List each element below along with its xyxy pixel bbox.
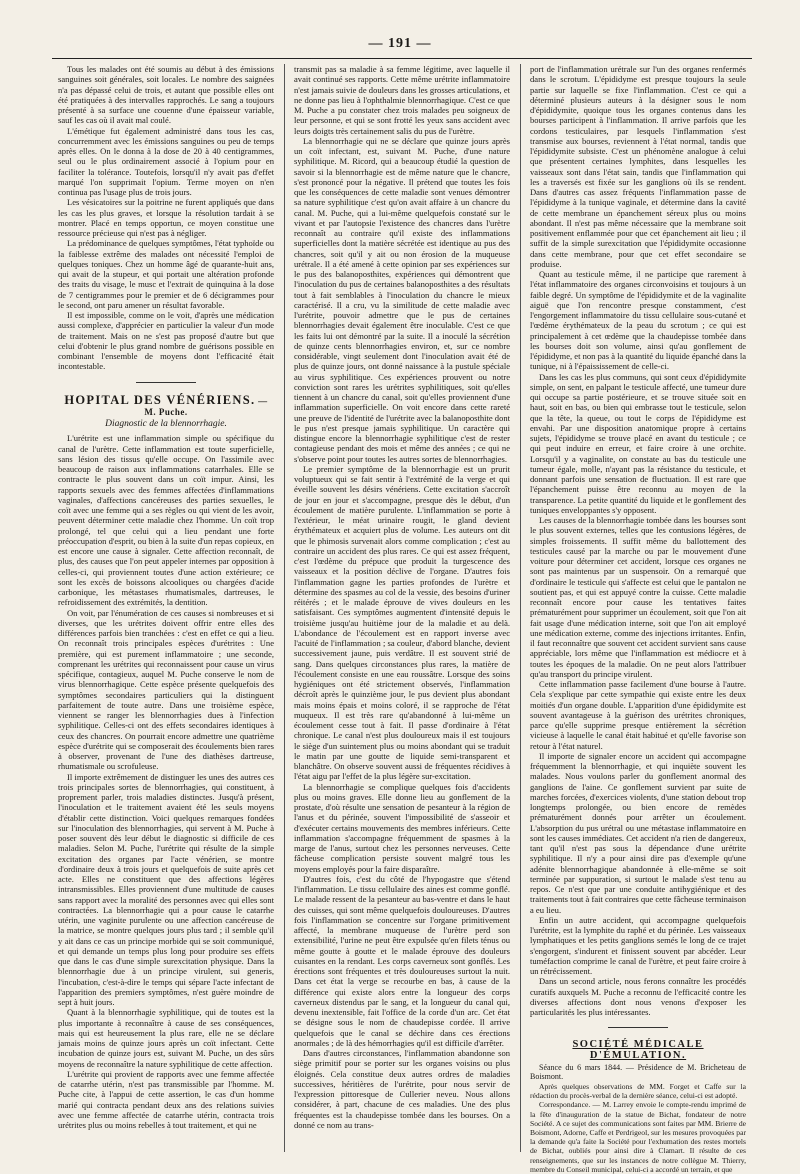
page-number: — 191 — (368, 36, 432, 51)
paragraph: Il importe de signaler encore un accident qui accompagne fréquemment la blennorrhagie, et qui inquiète souvent les malades. Nous voulons parler du gonflement anormal des ganglions de l'aine. Ce gonflement survient par suite de marches forcées, d'exercices violents, d'une station debout trop longtemps prolongée, ou bien encore de remèdes prématurément donnés pour arrêter un écoulement. L'absorption du pus urétral ou une métastase inflammatoire en sont les causes immédiates. Cet accident n'a rien de dangereux, tant qu'il n'est pas sous la dépendance d'une urétrite syphilitique. Il n'y a pour ainsi dire pas d'exemple qu'une adénite blennorrhagique abandonnée à elle-même se soit terminée par suppuration, si surtout le malade s'est tenu au repos. Ce n'est que par une conduite antihygiénique et des traitements tout à fait contraires que cette fâcheuse terminaison a eu lieu. (530, 750, 746, 915)
paragraph: L'urétrite qui provient de rapports avec une femme affectée de catarrhe utérin, n'est pas transmissible par l'homme. M. Puche cite, à l'appui de cette assertion, le cas d'un homme marié qui contracta pendant deux ans des relations suivies avec une femme affectée de catarrhe utérin, contracta trois urétrites plus ou moins rebelles à tout traitement, et qui ne (58, 1068, 274, 1130)
header-rule (52, 58, 752, 59)
paragraph: L'émétique fut également administré dans tous les cas, concurremment avec les émissions sanguines ou peu de temps après elles. On le donna à la dose de 20 à 40 centigrammes, seul ou le plus ordinairement associé à l'opium pour en faciliter la tolérance. Toutefois, lorsqu'il n'y avait pas d'effet marqué l'on supprimait l'opium. Terme moyen on n'en continua pas l'usage plus de trois jours. (58, 125, 274, 197)
paragraph: Après quelques observations de MM. Forget et Caffe sur la rédaction du procès-verbal de la dernière séance, celui-ci est adopté. (530, 1081, 746, 1101)
paragraph: port de l'inflammation urétrale sur l'un des organes renfermés dans le scrotum. L'épididyme est presque toujours la seule partie sur laquelle se fixe l'inflammation. C'est ce qui a déterminé plusieurs auteurs à la désigner sous le nom d'épididymite, quoique tous les organes contenus dans les bourses participent à l'inflammation. Il arrive parfois que les cordons testiculaires, par lesquels l'inflammation s'est transmise aux bourses, reviennent à l'état normal, tandis que l'épididymite subsiste. C'est un phénomène analogue à celui que présentent certaines lymphites, dans lesquelles les vaisseaux sont dans l'état sain, tandis que l'inflammation qui les a traversés est fixée sur les ganglions où ils se rendent. Dans d'autres cas assez fréquents l'inflammation passe de l'épididyme à la tunique vaginale, et détermine dans la cavité de cette membrane un épanchement séreux plus ou moins abondant. Il n'est pas même nécessaire que la membrane soit positivement enflammée pour que cet épanchement ait lieu ; il suffit de la simple surexcitation que l'épididymite occasionne dans cette membrane, pour que cet effet secondaire se produise. (530, 64, 746, 269)
section-title-text: HOPITAL DES VÉNÉRIENS. (64, 392, 256, 407)
paragraph: L'urétrite est une inflammation simple ou spécifique du canal de l'urètre. Cette inflammation est toute superficielle, sans lésion des tissus qu'elle occupe. On l'assimile avec beaucoup de raison aux inflammations catarrhales. Elle se contracte le plus souvent dans un coït impur. Ainsi, les rapports sexuels avec des femmes affectées d'inflammations vaginales, d'affections cancéreuses des parties sexuelles, le coït avec une femme qui a ses règles ou qui vient de les avoir, peuvent déterminer cette maladie chez l'homme. Un coït trop prolongé, tel que celui qui a lieu pendant une forte préoccupation d'esprit, ou bien à la suite d'un repas copieux, en est encore une cause à signaler. Cette affection reconnaît, de plus, des causes que l'on peut appeler internes par opposition à celles-ci, qui proviennent toutes d'une action extérieure; ce sont les excès de boissons alcooliques ou chargées d'acide carbonique, les métastases rhumatismales, dartreuses, le refroidissement des extrémités, la dentition. (58, 433, 274, 608)
paragraph: Le premier symptôme de la blennorrhagie est un prurit voluptueux qui se fait sentir à l'extrémité de la verge et qui éveille souvent les désirs vénériens. Cette excitation s'accroît de jour en jour et s'accompagne, presque dès le début, d'un écoulement de matière purulente. L'inflammation se porte à l'extérieur, le méat urinaire rougit, le gland devient érythémateux et acquiert plus de volume. Les auteurs ont dit que le phimosis survenait alors comme complication ; c'est au contraire un accident des plus rares. Ce qui est assez fréquent, c'est l'œdème du prépuce que produit la turgescence des vaisseaux et la position déclive de l'organe. D'autres fois l'inflammation gagne les parties profondes de l'urètre et détermine des spasmes au col de la vessie, des besoins d'uriner réitérés ; et le malade éprouve de vives douleurs en les satisfaisant. Ces symptômes augmentent d'intensité depuis le troisième jusqu'au huitième jour de la maladie et au delà. L'abondance de l'écoulement est en rapport inverse avec l'acuité de l'inflammation ; sa couleur, d'abord blanche, devient successivement jaune, puis verdâtre. Il est souvent strié de sang. Dans quelques circonstances plus rares, la matière de l'écoulement consiste en une eau roussâtre. Lorsque des soins hygiéniques ont été strictement observés, l'inflammation décroît après le quinzième jour, le pus devient plus abondant mais moins épais et moins coloré, il se rapproche de l'état muqueux. Il est très rare qu'abandonné à lui-même un écoulement cesse tout à fait. Il passe d'ordinaire à l'état chronique. Le canal n'est plus douloureux mais il est toujours le siège d'un suintement plus ou moins abondant qui se traduit le matin par une goutte de liquide semi-transparent et blanchâtre. On observe souvent aussi de fréquentes récidives à l'état aigu par l'effet de la plus légère sur-excitation. (294, 463, 510, 782)
paragraph: Correspondance. — M. Larrey envoie le compte-rendu imprimé de la fête d'inauguration de la statue de Bichat, fondateur de notre Société. A ce sujet des communications sont faites par MM. Brierre de Boismont, Adorne, Caffe et Perdrigeol, sur les mesures provoquées par la demande qu'a faite la Société pour l'exhumation des restes mortels de Bichat, oubliés pour ainsi dire à Clamart. Il résulte de ces renseignements, que sur les instances de notre collègue M. Thierry, membre du Conseil municipal, celui-ci a accordé un terrain, et que (530, 1100, 746, 1174)
paragraph: On voit, par l'énumération de ces causes si nombreuses et si diverses, que les urétrites doivent offrir entre elles des différences parfois bien tranchées : c'est en effet ce qui a lieu. On reconnaît trois principales espèces d'urétrites : Une première, qui est purement inflammatoire ; une seconde, comprenant les urétrites qui reconnaissent pour cause un virus spécifique, contagieux, auquel M. Puche conserve le nom de virus blennorrhagique. Cette espèce présente quelquefois des symptômes secondaires particuliers qui la distinguent parfaitement de toute autre. Dans une troisième espèce, viennent se ranger les blennorrhagies dues à l'infection syphilitique. Celles-ci ont des effets secondaires identiques à ceux des chancres. On pourrait encore admettre une quatrième espèce d'urétrite qui se composerait des écoulements bien rares à observer, provenant de l'une des diathèses dartreuse, rhumatismale ou scrofuleuse. (58, 607, 274, 772)
section-separator (136, 382, 196, 383)
column-2 (294, 64, 510, 1154)
paragraph: Cette inflammation passe facilement d'une bourse à l'autre. Cela s'explique par cette sympathie qui existe entre les deux moitiés d'un organe double. L'apparition d'une épididymite est souvent avantageuse à la guérison des urétrites chroniques, parce qu'elle supprime presque entièrement la sécrétion vicieuse à laquelle le canal était habitué et qu'elle favorise son retour à l'état naturel. (530, 679, 746, 751)
paragraph: Dans les cas les plus communs, qui sont ceux d'épididymite simple, on sent, en palpant le testicule affecté, une tumeur dure qui occupe sa partie postérieure, et se trouve située soit en haut, soit en bas, ou bien qui embrasse tout le testicule, selon que la tête, la queue, ou tout le corps de l'épididyme est envahi. Par une disposition anatomique propre à certains sujets, l'épididyme se trouve placé en avant du testicule ; ce qui peut induire en erreur, et faire croire à une orchite. Lorsqu'il y a vaginalite, on constate au bas du testicule une tumeur égale, molle, n'ayant pas la résistance du testicule, et donnant parfois une sensation de fluctuation. Il est rare que l'épanchement puisse être reconnu au moyen de la transparence. La petite quantité du liquide et le gonflement des tuniques enveloppantes s'y opposent. (530, 371, 746, 515)
section-subtitle: Diagnostic de la blennorrhagie. (105, 419, 227, 429)
column-divider (284, 64, 285, 1152)
paragraph: Quant à la blennorrhagie syphilitique, qui de toutes est la plus importante à reconnaître à cause de ses conséquences, mais qui est heureusement la plus rare, elle ne se déclare jamais moins de quinze jours après un coït infectant. Cette incubation de quinze jours est, suivant M. Puche, un des sûrs moyens de reconnaître la nature syphilitique de cette affection. (58, 1007, 274, 1069)
paragraph: Les causes de la blennorrhagie tombée dans les bourses sont le plus souvent externes, telles que les contusions légères, de simples froissements. Il suffit même du ballottement des testicules causé par la marche ou par le mouvement d'une voiture pour déterminer cet accident, lorsque ces organes ne sont pas maintenus par un suspensoir. On a remarqué que d'ordinaire le testicule qui s'affecte est celui que le pantalon ne soutient pas, et qui est appuyé contre la cuisse. Cette maladie reconnaît encore pour cause les tentatives faites prématurément pour supprimer un écoulement, soit que l'on ait fait usage d'une médication interne, soit que l'on ait employé une médication externe, comme des injections irritantes. Enfin, il faut reconnaître que souvent cet accident survient sans cause appréciable, lors même que l'inflammation est médiocre et à toutes les époques de la maladie. On ne peut alors l'attribuer qu'au transport du principe virulent. (530, 515, 746, 679)
paragraph: La blennorrhagie qui ne se déclare que quinze jours après un coït infectant, est, suivant M. Puche, d'une nature syphilitique. M. Ricord, qui a beaucoup étudié la question de savoir si la blennorrhagie est de même nature que le chancre, s'est prononcé pour la négative. Il prétend que toutes les fois que les conséquences de cette maladie sont venues démontrer sa nature syphilitique c'est qu'on avait affaire à un chancre du canal. M. Puche, qui a lui-même quelquefois constaté sur le vivant et par l'autopsie l'existence des chancres dans l'urètre reconnaît au contraire qu'il existe des inflammations superficielles dont la matière sécrétée est identique au pus des chancres, soit qu'il y ait ou non érosion de la muqueuse urétrale. Il a été amené à cette opinion par ses expériences sur le pus des balanoposthites, expériences qui démontrent que l'inoculation du pus de certaines balanoposthites a des résultats tout à fait semblables à l'inoculation du chancre le mieux caractérisé. Il a cru, vu la similitude de cette maladie avec l'urétrite, pouvoir admettre que le pus de certaines blennorrhagies devait également être inoculable. C'est ce que les faits lui ont démontré par la suite. Il a inoculé la sécrétion de quinze cents blennorrhagies environ, et, sur ce nombre considérable, vingt seulement dont l'inoculation avait été de plus de quinze jours, ont donné naissance à la pustule spéciale au virus syphilitique. Ces expériences prouvent ou notre conviction sont rares les urétrites syphilitiques, soit qu'elles tiennent à un chancre du canal, soit qu'elles proviennent d'une inflammation superficielle. On voit encore dans cette rareté une preuve de l'identité de l'urétrite avec la balanoposthite dont le pus n'est presque jamais syphilitique. Un caractère qui distingue encore la blennorrhagie syphilitique c'est de rester contagieuse pendant des mois et même des années ; ce qui ne s'observe point pour toutes les autres sortes de blennorrhagies. (294, 135, 510, 464)
paragraph: Dans d'autres circonstances, l'inflammation abandonne son siège primitif pour se porter sur les organes voisins ou plus éloignés. Cela constitue deux autres ordres de maladies successives, héritières de l'urétrite, pour nous servir de l'expression pittoresque de Cullerier neveu. Nous allons considérer, à part, chacune de ces maladies. Une des plus fréquentes est la chaudepisse tombée dans les bourses. On a donné ce nom au trans- (294, 1048, 510, 1130)
paragraph: La prédominance de quelques symptômes, l'état typhoïde ou la faiblesse extrême des malades ont nécessité l'emploi de quelques toniques. Chez un homme âgé de quarante-huit ans, qui avait de la stupeur, et qui portait une altération profonde des traits du visage, le musc et l'extrait de quinquina à la dose de 7 centigrammes pour le premier et de 6 décigrammes pour le second, ont paru amener un résultat favorable. (58, 238, 274, 310)
section-separator (608, 1027, 668, 1028)
column-divider (520, 64, 521, 1152)
section-author: — M. Puche. (144, 395, 268, 417)
paragraph: Tous les malades ont été soumis au début à des émissions sanguines soit générales, soit locales. Le nombre des saignées n'a pas dépassé celui de trois, et autant que possible elles ont été pratiquées à des intervalles rapprochés. Le sang a toujours présenté à sa surface une couenne d'une épaisseur variable, sauf les cas où il avait mal coulé. (58, 64, 274, 126)
paragraph: Les vésicatoires sur la poitrine ne furent appliqués que dans les cas les plus graves, et lorsque la résolution tardait à se montrer. Placé en temps opportun, ce moyen constitue une ressource précieuse qui n'est pas à négliger. (58, 197, 274, 238)
paragraph: Quant au testicule même, il ne participe que rarement à l'état inflammatoire des organes circonvoisins et toujours à un faible degré. Un symptôme de l'épididymite et de la vaginalite aiguë que l'on rencontre presque constamment, c'est l'engorgement inflammatoire du tissu cellulaire sous-cutané et l'œdème érythémateux de la peau du scrotum ; ce qui est principalement à cet œdème que la chaudepisse tombée dans les bourses doit son volume, ainsi qu'au gonflement de l'épididyme, et non pas à la quantité du liquide épanché dans la tunique, ni à l'épaississement de celle-ci. (530, 269, 746, 372)
paragraph: transmit pas sa maladie à sa femme légitime, avec laquelle il avait continué ses rapports. Cette même urétrite inflammatoire n'est jamais suivie de douleurs dans les grosses articulations, et ne donne pas lieu à l'ophthalmie blennorrhagique. C'est ce que M. Puche a pu constater chez trois malades peu soigneux de leur personne, et qui se sont frotté les yeux sans accident avec leurs doigts très certainement salis du pus de l'urètre. (294, 64, 510, 136)
society-title: SOCIÉTÉ MÉDICALE D'ÉMULATION. (572, 1039, 704, 1061)
paragraph: Dans un second article, nous ferons connaître les procédés curatifs auxquels M. Puche a reconnu de l'efficacité contre les diverses affections dont nous venons d'exposer les particularités les plus intéressantes. (530, 976, 746, 1017)
column-3 (530, 64, 746, 1174)
paragraph: Il est impossible, comme on le voit, d'après une médication aussi complexe, d'apprécier en particulier la valeur d'un mode de traitement. Mais on ne s'est pas proposé d'autre but que celui d'obtenir le plus grand nombre de guérisons possible en combinant l'ensemble de moyens dont l'efficacité était incontestable. (58, 310, 274, 372)
paragraph: La blennorrhagie se complique quelques fois d'accidents plus ou moins graves. Elle donne lieu au gonflement de la prostate, d'où résulte une sensation de pesanteur à la région de l'anus et du périnée, souvent l'impossibilité de s'asseoir et d'exécuter certains mouvements des membres inférieurs. Cette inflammation s'accompagne fréquemment de spasmes à la marge de l'anus, surtout chez les personnes nerveuses. Cette fâcheuse complication persiste souvent malgré tous les moyens employés pour la faire disparaître. (294, 781, 510, 874)
column-1 (58, 64, 274, 1154)
section-title (58, 392, 274, 418)
paragraph: Enfin un autre accident, qui accompagne quelquefois l'urétrite, est la lymphite du raphé et du périnée. Les vaisseaux lymphatiques et les petits ganglions semés le long de ce trajet s'engorgent, s'indurent et finissent souvent par abcéder. Leur tuméfaction comprime le canal de l'urètre, et peut faire croire à un rétrécissement. (530, 914, 746, 976)
paragraph: D'autres fois, c'est du côté de l'hypogastre que s'étend l'inflammation. Le tissu cellulaire des aines est comme gonflé. Le malade ressent de la pesanteur au bas-ventre et dans le haut des cuisses, qui sont même quelquefois douloureuses. D'autres fois l'inflammation se concentre sur l'organe primitivement affecté, la membrane muqueuse de l'urètre perd son extensibilité, l'urine ne peut être expulsée qu'en filets ténus ou même goutte à goutte et le malade éprouve des douleurs cuisantes en la rendant. Les corps caverneux sont gonflés. Les érections sont fréquentes et très douloureuses surtout la nuit. Dans cet état la verge se recourbe en bas, à cause de la différence qui existe alors entre la longueur des corps caverneux distendus par le sang, et la longueur du canal qui, devenu inextensible, fait l'office de la corde d'un arc. Cet état se désigne sous le nom de chaudepisse cordée. Il arrive quelquefois que le canal se déchire dans ces érections anormales ; de là des hémorrhagies qu'il est difficile d'arrêter. (294, 873, 510, 1048)
seance-line: Séance du 6 mars 1844. — Présidence de M. Bricheteau de Boismont. (530, 1062, 746, 1082)
paragraph: Il importe extrêmement de distinguer les unes des autres ces trois principales sortes de blennorrhagies, qui constituent, à proprement parler, trois maladies distinctes. Jusqu'à présent, l'inoculation et le traitement avaient été les seuls moyens d'établir cette distinction. Voici quelques remarques fondées sur l'inoculation des blennorrhagies, qui servent à M. Puche à poser souvent dès leur début le diagnostic si difficile de ces maladies. Selon M. Puche, l'urétrite qui résulte de la simple excitation des organes par l'acte vénérien, se montre d'ordinaire deux à trois jours et quelquefois de suite après cet acte. Elles ne constituent que des affections légères intransmissibles. Elles proviennent d'une multitude de causes sans rapport avec la moralité des personnes avec qui elles sont contractées. La blennorrhagie qui a pour cause le catarrhe utérin, une vaginite purulente ou une affection cancéreuse de la matrice, se montre quelques jours plus tard ; il semble qu'il y ait dans ce cas un principe morbide qui se soit communiqué, et qui demande un temps plus long pour produire ses effets que dans le cas d'une simple surexcitation physique. Dans la blennorrhagie due à un principe virulent, sui generis, l'incubation, c'est-à-dire le temps qui sépare l'acte infectant de l'apparition des premiers symptômes, n'est guère moindre de sept à huit jours. (58, 771, 274, 1007)
